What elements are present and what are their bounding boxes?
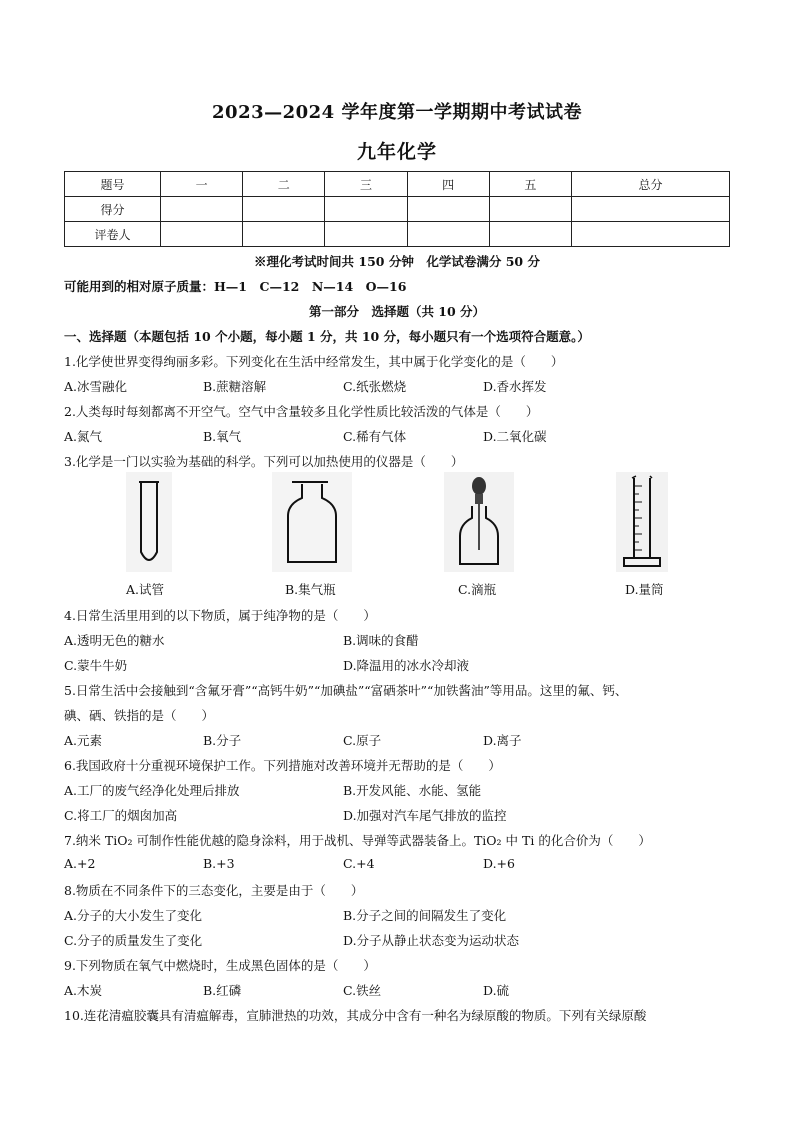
gas-jar-icon — [272, 472, 352, 572]
grader-input-cell[interactable] — [571, 222, 729, 247]
q1-option-b[interactable]: B.蔗糖溶解 — [203, 379, 267, 394]
q8-option-b[interactable]: B.分子之间的间隔发生了变化 — [343, 908, 507, 923]
score-table-cell: 五 — [489, 172, 571, 197]
score-row-label: 得分 — [65, 197, 161, 222]
score-table-header-row — [65, 172, 730, 197]
grader-input-cell[interactable] — [489, 222, 571, 247]
q5-option-d[interactable]: D.离子 — [483, 733, 522, 748]
question-1-stem: 1.化学使世界变得绚丽多彩。下列变化在生活中经常发生，其中属于化学变化的是（ ） — [64, 354, 564, 369]
q3-option-a[interactable]: A.试管 — [126, 582, 165, 597]
q1-option-a[interactable]: A.冰雪融化 — [64, 379, 128, 394]
question-7-stem: 7.纳米 TiO₂ 可制作性能优越的隐身涂料，用于战机、导弹等武器装备上。TiO₂ 中 Ti 的化合价为（ ） — [64, 833, 651, 848]
q9-option-d[interactable]: D.硫 — [483, 983, 510, 998]
score-table-cell: 总分 — [571, 172, 729, 197]
question-4-stem: 4.日常生活里用到的以下物质，属于纯净物的是（ ） — [64, 608, 376, 623]
atomic-mass-line: 可能用到的相对原子质量：H—1 C—12 N—14 O—16 — [64, 279, 407, 294]
test-tube-figure — [126, 472, 172, 572]
question-5-stem: 5.日常生活中会接触到“含氟牙膏”“高钙牛奶”“加碘盐”“富硒茶叶”“加铁酱油”等用品。这里的氟、钙、 — [64, 683, 628, 698]
measuring-cylinder-figure — [616, 472, 668, 572]
grader-input-cell[interactable] — [161, 222, 243, 247]
q8-option-a[interactable]: A.分子的大小发生了变化 — [64, 908, 203, 923]
dropper-bottle-figure — [444, 472, 514, 572]
q2-option-b[interactable]: B.氧气 — [203, 429, 242, 444]
q8-option-c[interactable]: C.分子的质量发生了变化 — [64, 933, 203, 948]
q7-option-a[interactable]: A.+2 — [64, 856, 96, 871]
question-10-stem: 10.连花清瘟胶囊具有清瘟解毒，宣肺泄热的功效，其成分中含有一种名为绿原酸的物质。下列有关绿原酸 — [64, 1008, 647, 1023]
q3-option-c[interactable]: C.滴瓶 — [458, 582, 497, 597]
q5-option-c[interactable]: C.原子 — [343, 733, 382, 748]
q1-option-c[interactable]: C.纸张燃烧 — [343, 379, 407, 394]
exam-title: 2023—2024 学年度第一学期期中考试试卷 — [212, 102, 582, 123]
score-input-cell[interactable] — [325, 197, 407, 222]
q5-option-b[interactable]: B.分子 — [203, 733, 242, 748]
score-table-cell: 二 — [243, 172, 325, 197]
q9-option-a[interactable]: A.木炭 — [64, 983, 103, 998]
q4-option-c[interactable]: C.蒙牛牛奶 — [64, 658, 128, 673]
question-2-stem: 2.人类每时每刻都离不开空气。空气中含量较多且化学性质比较活泼的气体是（ ） — [64, 404, 539, 419]
q9-option-b[interactable]: B.红磷 — [203, 983, 242, 998]
q9-option-c[interactable]: C.铁丝 — [343, 983, 382, 998]
score-row-label: 评卷人 — [65, 222, 161, 247]
q7-option-c[interactable]: C.+4 — [343, 856, 375, 871]
exam-subtitle: 九年化学 — [356, 141, 437, 163]
q4-option-d[interactable]: D.降温用的冰水冷却液 — [343, 658, 470, 673]
section-title: 一、选择题（本题包括 10 个小题，每小题 1 分，共 10 分，每小题只有一个选项符合题意。） — [64, 329, 590, 344]
q6-option-b[interactable]: B.开发风能、水能、氢能 — [343, 783, 482, 798]
q1-option-d[interactable]: D.香水挥发 — [483, 379, 547, 394]
question-9-stem: 9.下列物质在氧气中燃烧时，生成黑色固体的是（ ） — [64, 958, 376, 973]
question-6-stem: 6.我国政府十分重视环境保护工作。下列措施对改善环境并无帮助的是（ ） — [64, 758, 501, 773]
grader-input-cell[interactable] — [243, 222, 325, 247]
score-table — [64, 171, 730, 247]
score-table-row — [65, 222, 730, 247]
q8-option-d[interactable]: D.分子从静止状态变为运动状态 — [343, 933, 520, 948]
q7-option-d[interactable]: D.+6 — [483, 856, 515, 871]
measuring-cylinder-icon — [616, 472, 668, 572]
score-table-cell: 题号 — [65, 172, 161, 197]
score-input-cell[interactable] — [407, 197, 489, 222]
test-tube-icon — [126, 472, 172, 572]
score-input-cell[interactable] — [161, 197, 243, 222]
q4-option-a[interactable]: A.透明无色的糖水 — [64, 633, 165, 648]
dropper-bottle-icon — [444, 472, 514, 572]
q2-option-a[interactable]: A.氮气 — [64, 429, 103, 444]
q4-option-b[interactable]: B.调味的食醋 — [343, 633, 419, 648]
score-table-row — [65, 197, 730, 222]
q2-option-d[interactable]: D.二氧化碳 — [483, 429, 547, 444]
score-table-cell: 三 — [325, 172, 407, 197]
score-input-cell[interactable] — [243, 197, 325, 222]
q2-option-c[interactable]: C.稀有气体 — [343, 429, 407, 444]
gas-jar-figure — [272, 472, 352, 572]
exam-note: ※理化考试时间共 150 分钟 化学试卷满分 50 分 — [254, 254, 540, 269]
q3-option-d[interactable]: D.量筒 — [625, 582, 664, 597]
question-8-stem: 8.物质在不同条件下的三态变化，主要是由于（ ） — [64, 883, 364, 898]
question-3-stem: 3.化学是一门以实验为基础的科学。下列可以加热使用的仪器是（ ） — [64, 454, 464, 469]
score-table-cell: 四 — [407, 172, 489, 197]
score-table-cell: 一 — [161, 172, 243, 197]
q7-option-b[interactable]: B.+3 — [203, 856, 235, 871]
grader-input-cell[interactable] — [407, 222, 489, 247]
score-input-cell[interactable] — [571, 197, 729, 222]
q5-option-a[interactable]: A.元素 — [64, 733, 103, 748]
grader-input-cell[interactable] — [325, 222, 407, 247]
q3-option-b[interactable]: B.集气瓶 — [285, 582, 336, 597]
q6-option-a[interactable]: A.工厂的废气经净化处理后排放 — [64, 783, 240, 798]
q6-option-c[interactable]: C.将工厂的烟囱加高 — [64, 808, 178, 823]
q6-option-d[interactable]: D.加强对汽车尾气排放的监控 — [343, 808, 507, 823]
question-5-stem-cont: 碘、硒、铁指的是（ ） — [64, 708, 215, 723]
part-title: 第一部分 选择题（共 10 分） — [308, 304, 486, 319]
score-input-cell[interactable] — [489, 197, 571, 222]
